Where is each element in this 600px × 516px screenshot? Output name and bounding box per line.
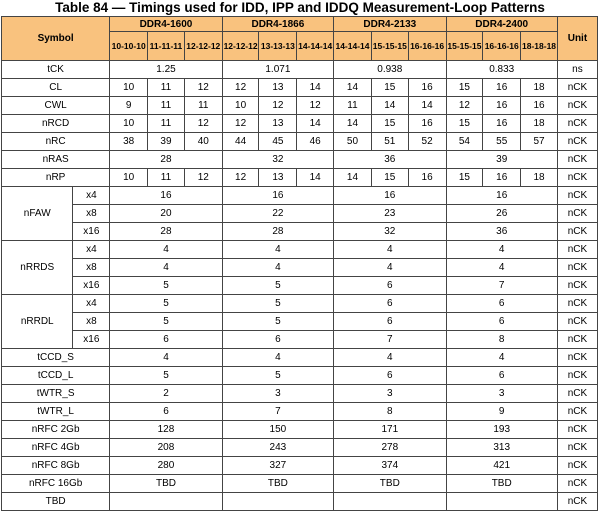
symbol-cell: nRFC 4Gb: [2, 439, 110, 457]
value-cell: 7: [222, 403, 333, 421]
unit-cell: nCK: [557, 169, 597, 187]
speed-grade-header: DDR4-1600: [110, 17, 222, 32]
value-cell: 243: [222, 439, 333, 457]
value-cell: 16: [446, 187, 557, 205]
unit-cell: nCK: [557, 79, 597, 97]
unit-cell: nCK: [557, 205, 597, 223]
symbol-cell: CL: [2, 79, 110, 97]
width-cell: x16: [73, 331, 110, 349]
value-cell: 4: [334, 241, 446, 259]
value-cell: 2: [110, 385, 222, 403]
unit-cell: nCK: [557, 475, 597, 493]
table-row: [2, 97, 598, 115]
value-cell: 171: [334, 421, 446, 439]
value-cell: 4: [334, 349, 446, 367]
table-row: [2, 493, 598, 511]
value-cell: 12: [259, 97, 297, 115]
value-cell: 4: [110, 349, 222, 367]
table-row: [2, 259, 598, 277]
value-cell: 16: [408, 169, 446, 187]
value-cell: 5: [222, 277, 333, 295]
table-row: [2, 439, 598, 457]
value-cell: 16: [334, 187, 446, 205]
value-cell: 32: [334, 223, 446, 241]
width-cell: x16: [73, 277, 110, 295]
value-cell: 6: [110, 331, 222, 349]
value-cell: 50: [334, 133, 372, 151]
value-cell: 51: [371, 133, 408, 151]
table-row: [2, 151, 598, 169]
value-cell: 16: [483, 115, 521, 133]
value-cell: 0.833: [446, 61, 557, 79]
value-cell: 15: [371, 79, 408, 97]
unit-cell: nCK: [557, 151, 597, 169]
value-cell: 128: [110, 421, 222, 439]
value-cell: 13: [259, 79, 297, 97]
speed-grade-header: DDR4-2400: [446, 17, 557, 32]
value-cell: 5: [110, 295, 222, 313]
value-cell: 11: [148, 79, 185, 97]
value-cell: 57: [521, 133, 558, 151]
table-row: [2, 475, 598, 493]
value-cell: 6: [446, 295, 557, 313]
value-cell: 40: [184, 133, 222, 151]
value-cell: 12: [446, 97, 483, 115]
value-cell: 1.25: [110, 61, 222, 79]
symbol-cell: tCCD_S: [2, 349, 110, 367]
symbol-cell: nFAW: [2, 187, 73, 241]
table-row: [2, 115, 598, 133]
value-cell: 10: [110, 115, 148, 133]
value-cell: 14: [297, 79, 334, 97]
symbol-cell: nRRDS: [2, 241, 73, 295]
table-row: [2, 313, 598, 331]
value-cell: 16: [222, 187, 333, 205]
bin-header: 12-12-12: [184, 32, 222, 61]
value-cell: 12: [184, 169, 222, 187]
bin-header: 15-15-15: [446, 32, 483, 61]
value-cell: 12: [184, 115, 222, 133]
unit-cell: nCK: [557, 421, 597, 439]
table-body: [2, 61, 598, 511]
value-cell: 11: [334, 97, 372, 115]
value-cell: 14: [297, 169, 334, 187]
bin-header: 14-14-14: [297, 32, 334, 61]
table-row: [2, 385, 598, 403]
table-row: [2, 241, 598, 259]
value-cell: [222, 493, 333, 511]
value-cell: 6: [110, 403, 222, 421]
value-cell: 278: [334, 439, 446, 457]
bin-header: 14-14-14: [334, 32, 372, 61]
symbol-header: Symbol: [2, 17, 110, 61]
value-cell: 14: [334, 115, 372, 133]
symbol-cell: nRFC 8Gb: [2, 457, 110, 475]
symbol-cell: nRFC 16Gb: [2, 475, 110, 493]
unit-header: Unit: [557, 17, 597, 61]
bin-header: 16-16-16: [408, 32, 446, 61]
value-cell: 11: [148, 97, 185, 115]
value-cell: 421: [446, 457, 557, 475]
value-cell: 4: [110, 259, 222, 277]
unit-cell: nCK: [557, 385, 597, 403]
width-cell: x4: [73, 295, 110, 313]
value-cell: 6: [222, 331, 333, 349]
value-cell: 5: [222, 367, 333, 385]
width-cell: x8: [73, 313, 110, 331]
unit-cell: nCK: [557, 241, 597, 259]
value-cell: 36: [446, 223, 557, 241]
unit-cell: nCK: [557, 223, 597, 241]
table-row: [2, 133, 598, 151]
value-cell: 0.938: [334, 61, 446, 79]
value-cell: 16: [483, 97, 521, 115]
bin-header: 11-11-11: [148, 32, 185, 61]
symbol-cell: tCCD_L: [2, 367, 110, 385]
value-cell: 44: [222, 133, 259, 151]
value-cell: 18: [521, 79, 558, 97]
table-header: [2, 17, 598, 61]
value-cell: 4: [222, 241, 333, 259]
value-cell: TBD: [446, 475, 557, 493]
symbol-cell: nRFC 2Gb: [2, 421, 110, 439]
value-cell: 12: [297, 97, 334, 115]
value-cell: 4: [446, 259, 557, 277]
unit-cell: nCK: [557, 493, 597, 511]
value-cell: 39: [446, 151, 557, 169]
value-cell: 15: [371, 115, 408, 133]
value-cell: 4: [446, 241, 557, 259]
symbol-cell: nRP: [2, 169, 110, 187]
value-cell: 16: [408, 115, 446, 133]
value-cell: 14: [371, 97, 408, 115]
bin-header: 12-12-12: [222, 32, 259, 61]
table-row: [2, 331, 598, 349]
symbol-cell: tCK: [2, 61, 110, 79]
value-cell: 4: [334, 259, 446, 277]
unit-cell: nCK: [557, 367, 597, 385]
table-title: Table 84 — Timings used for IDD, IPP and IDDQ Measurement-Loop Patterns: [55, 0, 545, 15]
value-cell: 28: [110, 223, 222, 241]
value-cell: 3: [446, 385, 557, 403]
unit-cell: nCK: [557, 277, 597, 295]
value-cell: 3: [334, 385, 446, 403]
table-row: [2, 205, 598, 223]
value-cell: 12: [222, 115, 259, 133]
value-cell: 374: [334, 457, 446, 475]
symbol-cell: tWTR_L: [2, 403, 110, 421]
table-row: [2, 403, 598, 421]
value-cell: 7: [334, 331, 446, 349]
value-cell: 11: [148, 115, 185, 133]
value-cell: 26: [446, 205, 557, 223]
value-cell: 16: [521, 97, 558, 115]
value-cell: 4: [222, 259, 333, 277]
value-cell: 208: [110, 439, 222, 457]
value-cell: 10: [222, 97, 259, 115]
table-row: [2, 295, 598, 313]
unit-cell: nCK: [557, 295, 597, 313]
value-cell: 12: [222, 79, 259, 97]
value-cell: 193: [446, 421, 557, 439]
value-cell: [110, 493, 222, 511]
value-cell: 1.071: [222, 61, 333, 79]
unit-cell: nCK: [557, 259, 597, 277]
symbol-cell: CWL: [2, 97, 110, 115]
value-cell: TBD: [222, 475, 333, 493]
value-cell: 28: [222, 223, 333, 241]
value-cell: 6: [334, 295, 446, 313]
value-cell: 54: [446, 133, 483, 151]
timings-table: [1, 16, 598, 511]
table-row: [2, 169, 598, 187]
value-cell: 8: [446, 331, 557, 349]
width-cell: x4: [73, 241, 110, 259]
symbol-cell: tWTR_S: [2, 385, 110, 403]
value-cell: 6: [334, 367, 446, 385]
bin-header: 18-18-18: [521, 32, 558, 61]
bin-header: 16-16-16: [483, 32, 521, 61]
value-cell: 4: [110, 241, 222, 259]
value-cell: 15: [446, 115, 483, 133]
value-cell: 15: [371, 169, 408, 187]
width-cell: x16: [73, 223, 110, 241]
value-cell: 38: [110, 133, 148, 151]
table-row: [2, 223, 598, 241]
value-cell: 5: [110, 313, 222, 331]
value-cell: 10: [110, 79, 148, 97]
value-cell: 150: [222, 421, 333, 439]
value-cell: 7: [446, 277, 557, 295]
value-cell: 5: [110, 277, 222, 295]
value-cell: 46: [297, 133, 334, 151]
value-cell: 55: [483, 133, 521, 151]
value-cell: 9: [446, 403, 557, 421]
unit-cell: nCK: [557, 349, 597, 367]
width-cell: x4: [73, 187, 110, 205]
table-row: [2, 79, 598, 97]
value-cell: 5: [222, 295, 333, 313]
value-cell: 327: [222, 457, 333, 475]
value-cell: 14: [297, 115, 334, 133]
value-cell: 36: [334, 151, 446, 169]
symbol-cell: nRRDL: [2, 295, 73, 349]
value-cell: 18: [521, 169, 558, 187]
speed-grade-header: DDR4-1866: [222, 17, 333, 32]
symbol-cell: nRCD: [2, 115, 110, 133]
value-cell: 313: [446, 439, 557, 457]
value-cell: 6: [446, 367, 557, 385]
value-cell: 20: [110, 205, 222, 223]
value-cell: 12: [184, 79, 222, 97]
value-cell: 9: [110, 97, 148, 115]
value-cell: 10: [110, 169, 148, 187]
value-cell: 39: [148, 133, 185, 151]
value-cell: 4: [446, 349, 557, 367]
bin-header: 13-13-13: [259, 32, 297, 61]
value-cell: 16: [408, 79, 446, 97]
value-cell: 16: [110, 187, 222, 205]
table-row: [2, 187, 598, 205]
unit-cell: nCK: [557, 403, 597, 421]
unit-cell: nCK: [557, 133, 597, 151]
unit-cell: nCK: [557, 313, 597, 331]
unit-cell: nCK: [557, 115, 597, 133]
value-cell: 6: [334, 313, 446, 331]
value-cell: 15: [446, 169, 483, 187]
value-cell: 13: [259, 115, 297, 133]
symbol-cell: nRC: [2, 133, 110, 151]
value-cell: 18: [521, 115, 558, 133]
value-cell: 12: [222, 169, 259, 187]
value-cell: 13: [259, 169, 297, 187]
table-row: [2, 421, 598, 439]
value-cell: 22: [222, 205, 333, 223]
value-cell: [334, 493, 446, 511]
value-cell: 6: [446, 313, 557, 331]
value-cell: TBD: [334, 475, 446, 493]
value-cell: 3: [222, 385, 333, 403]
value-cell: 15: [446, 79, 483, 97]
value-cell: 14: [334, 169, 372, 187]
table-row: [2, 457, 598, 475]
unit-cell: nCK: [557, 187, 597, 205]
width-cell: x8: [73, 205, 110, 223]
value-cell: 23: [334, 205, 446, 223]
value-cell: 16: [483, 79, 521, 97]
value-cell: 5: [222, 313, 333, 331]
value-cell: 45: [259, 133, 297, 151]
value-cell: 52: [408, 133, 446, 151]
bin-header: 15-15-15: [371, 32, 408, 61]
value-cell: 14: [334, 79, 372, 97]
unit-cell: nCK: [557, 439, 597, 457]
value-cell: [446, 493, 557, 511]
value-cell: 5: [110, 367, 222, 385]
unit-cell: nCK: [557, 97, 597, 115]
value-cell: 6: [334, 277, 446, 295]
table-row: [2, 277, 598, 295]
width-cell: x8: [73, 259, 110, 277]
value-cell: 4: [222, 349, 333, 367]
table-row: [2, 349, 598, 367]
table-row: [2, 367, 598, 385]
value-cell: 280: [110, 457, 222, 475]
value-cell: 16: [483, 169, 521, 187]
value-cell: 11: [148, 169, 185, 187]
unit-cell: ns: [557, 61, 597, 79]
table-row: [2, 61, 598, 79]
value-cell: TBD: [110, 475, 222, 493]
symbol-cell: TBD: [2, 493, 110, 511]
value-cell: 28: [110, 151, 222, 169]
symbol-cell: nRAS: [2, 151, 110, 169]
value-cell: 11: [184, 97, 222, 115]
value-cell: 32: [222, 151, 333, 169]
unit-cell: nCK: [557, 457, 597, 475]
speed-grade-header: DDR4-2133: [334, 17, 446, 32]
value-cell: 8: [334, 403, 446, 421]
unit-cell: nCK: [557, 331, 597, 349]
value-cell: 14: [408, 97, 446, 115]
bin-header: 10-10-10: [110, 32, 148, 61]
